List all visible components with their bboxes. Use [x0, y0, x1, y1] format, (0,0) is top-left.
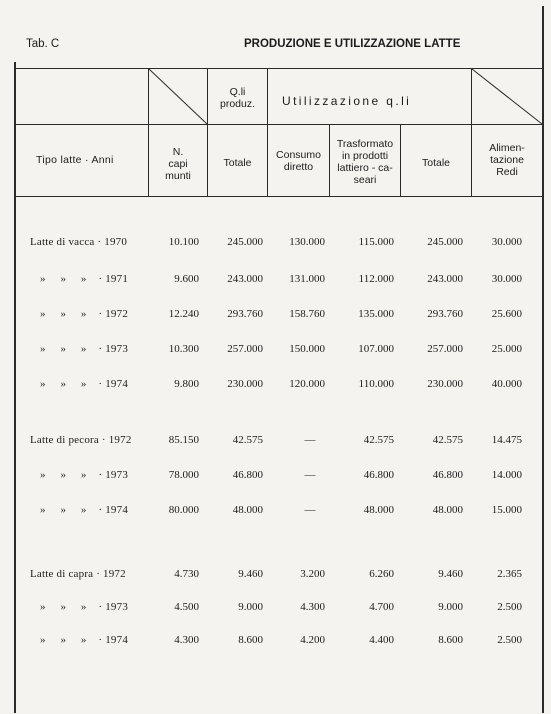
header-direct-consumption: Consumo diretto	[276, 149, 321, 173]
header-calf-feeding: Alimen- tazione Redi	[489, 142, 525, 178]
cell-total: 230.000	[227, 378, 263, 390]
cell-total-util: 42.575	[432, 434, 463, 446]
cell-heads: 4.730	[174, 568, 199, 580]
cell-total: 293.760	[227, 308, 263, 320]
cell-direct: 120.000	[289, 378, 325, 390]
cell-direct: 130.000	[289, 236, 325, 248]
cell-processed: 107.000	[358, 343, 394, 355]
cell-total: 243.000	[227, 273, 263, 285]
cell-direct: 3.200	[300, 568, 325, 580]
cell-total-util: 48.000	[432, 504, 463, 516]
header-total-production: Totale	[223, 157, 252, 169]
cell-total-util: 8.600	[438, 634, 463, 646]
cell-total-util: 257.000	[427, 343, 463, 355]
row-label: » » » · 1971	[40, 273, 129, 285]
cell-heads: 80.000	[168, 504, 199, 516]
cell-total-util: 293.760	[427, 308, 463, 320]
header-processed-dairy: Trasformato in prodotti lattiero - ca- seari	[336, 138, 394, 186]
cell-heads: 78.000	[168, 469, 199, 481]
cell-heads: 4.500	[174, 601, 199, 613]
cell-feeding: 30.000	[491, 236, 522, 248]
cell-total-util: 243.000	[427, 273, 463, 285]
row-label: » » » · 1973	[40, 469, 129, 481]
cell-processed: 4.700	[369, 601, 394, 613]
cell-heads: 4.300	[174, 634, 199, 646]
cell-feeding: 40.000	[491, 378, 522, 390]
cell-feeding: 14.000	[491, 469, 522, 481]
cell-total: 48.000	[232, 504, 263, 516]
cell-feeding: 2.500	[497, 601, 522, 613]
cell-total-util: 230.000	[427, 378, 463, 390]
cell-direct: 150.000	[289, 343, 325, 355]
cell-total: 9.000	[238, 601, 263, 613]
cell-total-util: 245.000	[427, 236, 463, 248]
row-label: Latte di vacca · 1970	[30, 236, 128, 248]
cell-direct: 131.000	[289, 273, 325, 285]
cell-total: 9.460	[238, 568, 263, 580]
header-production-qli: Q.li produz.	[219, 86, 256, 110]
cell-feeding: 2.365	[497, 568, 522, 580]
cell-total: 8.600	[238, 634, 263, 646]
cell-total: 245.000	[227, 236, 263, 248]
header-total-utilization: Totale	[421, 157, 451, 169]
cell-processed: 42.575	[363, 434, 394, 446]
row-label: » » » · 1974	[40, 378, 129, 390]
cell-processed: 46.800	[363, 469, 394, 481]
cell-total: 257.000	[227, 343, 263, 355]
cell-feeding: 15.000	[491, 504, 522, 516]
cell-processed: 6.260	[369, 568, 394, 580]
cell-processed: 48.000	[363, 504, 394, 516]
cell-heads: 10.300	[168, 343, 199, 355]
cell-heads: 10.100	[168, 236, 199, 248]
cell-feeding: 2.500	[497, 634, 522, 646]
row-label: » » » · 1974	[40, 634, 129, 646]
cell-heads: 9.800	[174, 378, 199, 390]
cell-total-util: 46.800	[432, 469, 463, 481]
header-type-years: Tipo latte · Anni	[36, 154, 114, 166]
cell-direct: —	[304, 434, 316, 446]
row-label: Latte di capra · 1972	[30, 568, 126, 580]
cell-total-util: 9.460	[438, 568, 463, 580]
cell-direct: —	[304, 469, 316, 481]
cell-total: 42.575	[232, 434, 263, 446]
row-label: » » » · 1972	[40, 308, 129, 320]
cell-total: 46.800	[232, 469, 263, 481]
cell-processed: 112.000	[358, 273, 394, 285]
row-label: Latte di pecora · 1972	[30, 434, 132, 446]
table-code: Tab. C	[26, 38, 60, 50]
row-label: » » » · 1974	[40, 504, 129, 516]
row-label: » » » · 1973	[40, 343, 129, 355]
page-title: PRODUZIONE E UTILIZZAZIONE LATTE	[244, 38, 461, 50]
cell-heads: 12.240	[168, 308, 199, 320]
header-utilization-group: Utilizzazione q.li	[282, 94, 412, 108]
cell-direct: —	[304, 504, 316, 516]
cell-total-util: 9.000	[438, 601, 463, 613]
cell-feeding: 25.600	[491, 308, 522, 320]
cell-processed: 135.000	[358, 308, 394, 320]
cell-direct: 158.760	[289, 308, 325, 320]
cell-feeding: 30.000	[491, 273, 522, 285]
cell-heads: 9.600	[174, 273, 199, 285]
cell-processed: 115.000	[358, 236, 394, 248]
cell-processed: 110.000	[358, 378, 394, 390]
header-head-count: N. capi munti	[165, 146, 191, 182]
cell-heads: 85.150	[168, 434, 199, 446]
row-label: » » » · 1973	[40, 601, 129, 613]
cell-direct: 4.300	[300, 601, 325, 613]
cell-processed: 4.400	[369, 634, 394, 646]
cell-direct: 4.200	[300, 634, 325, 646]
cell-feeding: 25.000	[491, 343, 522, 355]
cell-feeding: 14.475	[491, 434, 522, 446]
